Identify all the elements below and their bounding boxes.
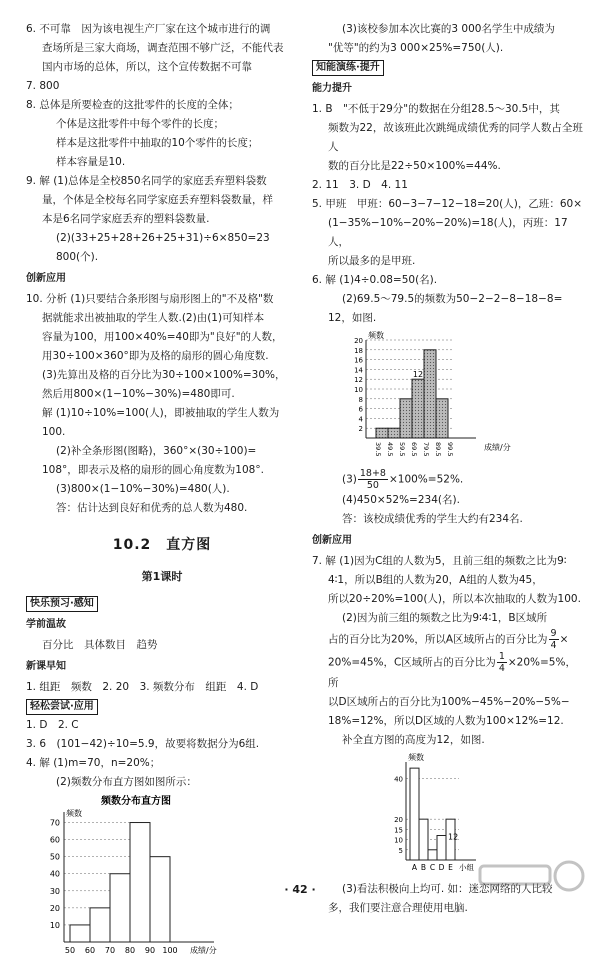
r2-line: 2. 11 3. D 4. 11 [312, 179, 408, 191]
q10-line: 解 (1)10÷10%=100(人)，即被抽取的学生人数为100. [42, 407, 280, 438]
y-tick-label: 5 [398, 846, 403, 855]
q10-line: 108°，即表示及格的扇形的圆心角度数为108°. [42, 464, 264, 476]
watermark-logo [474, 858, 594, 898]
y-tick-label: 15 [394, 826, 403, 835]
x-tick-label: 89.5 [434, 442, 442, 457]
q6-line: 查场所是三家大商场，调查范围不够广泛，不能代表 [42, 42, 284, 54]
q10-line: 据就能求出被抽取的学生人数.(2)由(1)可知样本 [42, 312, 265, 324]
fraction-numerator: 18+8 [359, 468, 386, 479]
histogram-bar [90, 908, 110, 942]
subsection-heading: 能力提升 [312, 83, 352, 94]
histogram-bar [436, 399, 448, 438]
y-tick-label: 2 [358, 425, 363, 434]
y-axis-label: 频数 [408, 753, 424, 762]
left-column [26, 20, 298, 957]
answer-line: 百分比 具体数目 趋势 [42, 639, 158, 651]
q10-line: 10. 分析 (1)只要结合条形图与扇形图上的"不及格"数 [26, 293, 274, 305]
histogram-chart-2 [342, 328, 542, 468]
chart-title: 频数分布直方图 [101, 796, 171, 807]
r7-line: 所以20÷20%=100(人)，所以本次抽取的人数为100. [328, 593, 581, 605]
q10-line: (3)800×(1−10%−30%)=480(人). [56, 483, 230, 495]
r5-line: 5. 甲班 甲班：60−3−7−12−18=20(人)，乙班：60× [312, 198, 583, 210]
y-tick-label: 50 [49, 852, 60, 862]
r7-line: (3)看法积极向上均可. 如：迷恋网络的人比较 [342, 883, 553, 895]
x-tick-label: 49.5 [386, 442, 394, 457]
section-heading: 创新应用 [312, 535, 352, 546]
y-tick-label: 10 [394, 836, 403, 845]
answer-line: 3. 6 (101−42)÷10=5.9，故要将数据分为6组. [26, 738, 260, 750]
y-tick-label: 4 [358, 415, 363, 424]
x-tick-label: 79.5 [422, 442, 430, 457]
q9-line: (2)(33+25+28+26+25+31)÷6×850=23 800(个). [56, 232, 270, 263]
r5-line: 所以最多的是甲班. [328, 255, 416, 267]
fraction-numerator: 9 [550, 628, 557, 639]
r7-line: (2)因为前三组的频数之比为9∶4∶1，B区域所 [342, 612, 548, 624]
section-title: 10.2 直方图 [112, 537, 212, 553]
x-tick-label: 80 [124, 946, 136, 955]
q10-line: 用30÷100×360°即为及格的扇形的圆心角度数. [42, 350, 269, 362]
histogram-bar [419, 819, 428, 860]
r6-line: 12，如图. [328, 312, 377, 324]
y-axis-label: 频数 [368, 331, 384, 340]
answer-line: 4. 解 (1)m=70，n=20%； [26, 757, 161, 769]
section-heading: 创新应用 [26, 273, 66, 284]
histogram-bar [400, 399, 412, 438]
q10-line: 答：估计达到良好和优秀的总人数为480. [56, 502, 248, 514]
histogram-bar [70, 925, 90, 942]
histogram-bar [376, 428, 388, 438]
x-tick-label: 69.5 [410, 442, 418, 457]
bar-annotation: 12 [412, 370, 424, 380]
fraction-suffix: ×100%=52%. [388, 473, 464, 486]
x-tick-label: 50 [64, 946, 76, 955]
r7-text: × [559, 633, 569, 646]
answer-line: 1. 组距 频数 2. 20 3. 频数分布 组距 4. D [26, 681, 259, 693]
q6-line: 国内市场的总体，所以，这个宣传数据不可靠 [42, 61, 252, 73]
fraction [358, 468, 388, 491]
y-axis-label: 频数 [66, 809, 82, 818]
y-tick-label: 12 [354, 376, 363, 385]
x-tick-label: E [448, 863, 453, 872]
r3-line: (3)该校参加本次比赛的3 000名学生中成绩为 [342, 23, 555, 35]
y-tick-label: 10 [49, 920, 60, 930]
r6-line: (2)69.5～79.5的频数为50−2−2−8−18−8= [342, 293, 563, 305]
r3-line: "优等"的约为3 000×25%=750(人). [328, 42, 504, 54]
r5-line: (1−35%−10%−20%−20%)=18(人)，丙班：17人， [328, 217, 568, 248]
y-tick-label: 20 [354, 337, 363, 345]
r6-line: (4)450×52%=234(名). [342, 494, 460, 506]
y-tick-label: 8 [358, 395, 363, 404]
x-axis-label: 小组 [459, 863, 474, 872]
y-tick-label: 20 [49, 903, 60, 913]
x-tick-label: 70 [104, 946, 116, 955]
x-tick-label: B [420, 863, 427, 872]
q10-line: 容量为100，用100×40%=40即为"良好"的人数， [42, 331, 283, 343]
histogram-bar [410, 768, 419, 860]
right-column [312, 20, 584, 918]
x-tick-label: 60 [84, 946, 96, 955]
q9-line: 9. 解 (1)总体是全校850名同学的家庭丢弃塑料袋数 [26, 175, 267, 187]
fraction-denominator: 4 [498, 663, 505, 674]
x-tick-label: A [411, 863, 418, 872]
x-tick-label: C [429, 863, 436, 872]
y-tick-label: 60 [49, 835, 60, 845]
y-tick-label: 40 [49, 869, 60, 879]
fraction-denominator: 4 [550, 640, 557, 651]
r1-line: 频数为22，故该班此次跳绳成绩优秀的同学人数占全班人 [328, 122, 583, 153]
q9-line: 量，个体是全校每名同学家庭丢弃塑料袋数量，样 [42, 194, 273, 206]
answer-line: (2)频数分布直方图如图所示： [56, 776, 197, 788]
y-tick-label: 6 [358, 405, 363, 414]
q8-line: 样本是这批零件中抽取的10个零件的长度； [56, 137, 259, 149]
r7-line: 以D区域所占的百分比为100%−45%−20%−5%− [328, 696, 570, 708]
x-axis-label: 成绩/分 [484, 443, 511, 452]
q8-line: 个体是这批零件中每个零件的长度； [56, 118, 224, 130]
r7-text: ×20%=5%，所 [328, 656, 576, 689]
q9-line: 本是6名同学家庭丢弃的塑料袋数量. [42, 213, 210, 225]
r7-line: 18%=12%，所以D区域的人数为100×12%=12. [328, 715, 564, 727]
lesson-subtitle: 第1课时 [141, 570, 183, 583]
q8-line: 样本容量是10. [56, 156, 126, 168]
fraction-numerator: 1 [498, 651, 505, 662]
y-tick-label: 70 [49, 818, 60, 828]
histogram-bar [388, 428, 400, 438]
r6-line [312, 468, 584, 491]
r1-line: 1. B "不低于29分"的数据在分组28.5～30.5中，其 [312, 103, 560, 115]
r7-line: 7. 解 (1)因为C组的人数为5，且前三组的频数之比为9∶ [312, 555, 567, 567]
subsection-heading: 学前温故 [26, 619, 66, 630]
y-tick-label: 14 [354, 366, 363, 375]
y-tick-label: 10 [354, 386, 363, 394]
q7-line: 7. 800 [26, 80, 60, 92]
fraction-prefix: (3) [342, 473, 357, 486]
y-tick-label: 20 [394, 816, 403, 825]
subsection-heading: 新课早知 [26, 661, 66, 672]
x-tick-label: 39.5 [374, 442, 382, 457]
fraction-denominator: 50 [366, 480, 379, 491]
r7-line: 补全直方图的高度为12，如图. [342, 734, 485, 746]
histogram-bar [150, 857, 170, 942]
fraction [549, 628, 559, 651]
y-tick-label: 40 [394, 775, 403, 784]
x-tick-label: 59.5 [398, 442, 406, 457]
y-tick-label: 18 [354, 346, 363, 355]
section-heading: 快乐预习·感知 [26, 596, 98, 612]
q10-line: (3)先算出及格的百分比为30÷100×100%=30%， [42, 369, 286, 381]
r7-text: 20%=45%，C区域所占的百分比为 [328, 656, 496, 669]
r6-line: 答：该校成绩优秀的学生大约有234名. [342, 513, 523, 525]
histogram-bar [428, 850, 437, 860]
r7-line: 4∶1，所以B组的人数为20，A组的人数为45， [328, 574, 543, 586]
y-tick-label: 30 [49, 886, 60, 896]
r7-line [312, 651, 584, 693]
histogram-bar [424, 350, 436, 438]
q8-line: 8. 总体是所要检查的这批零件的长度的全体； [26, 99, 239, 111]
x-tick-label: 100 [162, 946, 178, 955]
x-tick-label: D [438, 863, 445, 872]
section-heading: 知能演练·提升 [312, 60, 384, 76]
histogram-chart-1 [26, 792, 246, 957]
q6-line: 6. 不可靠 因为该电视生产厂家在这个城市进行的调 [26, 23, 271, 35]
x-tick-label: 99.5 [446, 442, 454, 457]
histogram-bar [412, 379, 424, 438]
section-heading: 轻松尝试·应用 [26, 699, 98, 715]
x-tick-label: 90 [144, 946, 156, 955]
r1-line: 数的百分比是22÷50×100%=44%. [328, 160, 501, 172]
q10-line: 然后用800×(1−10%−30%)=480即可. [42, 388, 235, 400]
q10-line: (2)补全条形图(图略)，360°×(30÷100)= [56, 445, 257, 457]
r7-text: 占的百分比为20%，所以A区域所占的百分比为 [328, 633, 548, 646]
fraction [497, 651, 507, 674]
y-tick-label: 16 [354, 356, 363, 365]
r7-line: 多，我们要注意合理使用电脑. [328, 902, 468, 914]
page-number: · 42 · [284, 883, 316, 896]
r6-line: 6. 解 (1)4÷0.08=50(名). [312, 274, 438, 286]
x-axis-label: 成绩/分 [190, 946, 217, 955]
r7-line [312, 628, 584, 651]
bar-annotation: 12 [448, 832, 459, 842]
answer-line: 1. D 2. C [26, 719, 79, 731]
histogram-bar [437, 836, 446, 861]
